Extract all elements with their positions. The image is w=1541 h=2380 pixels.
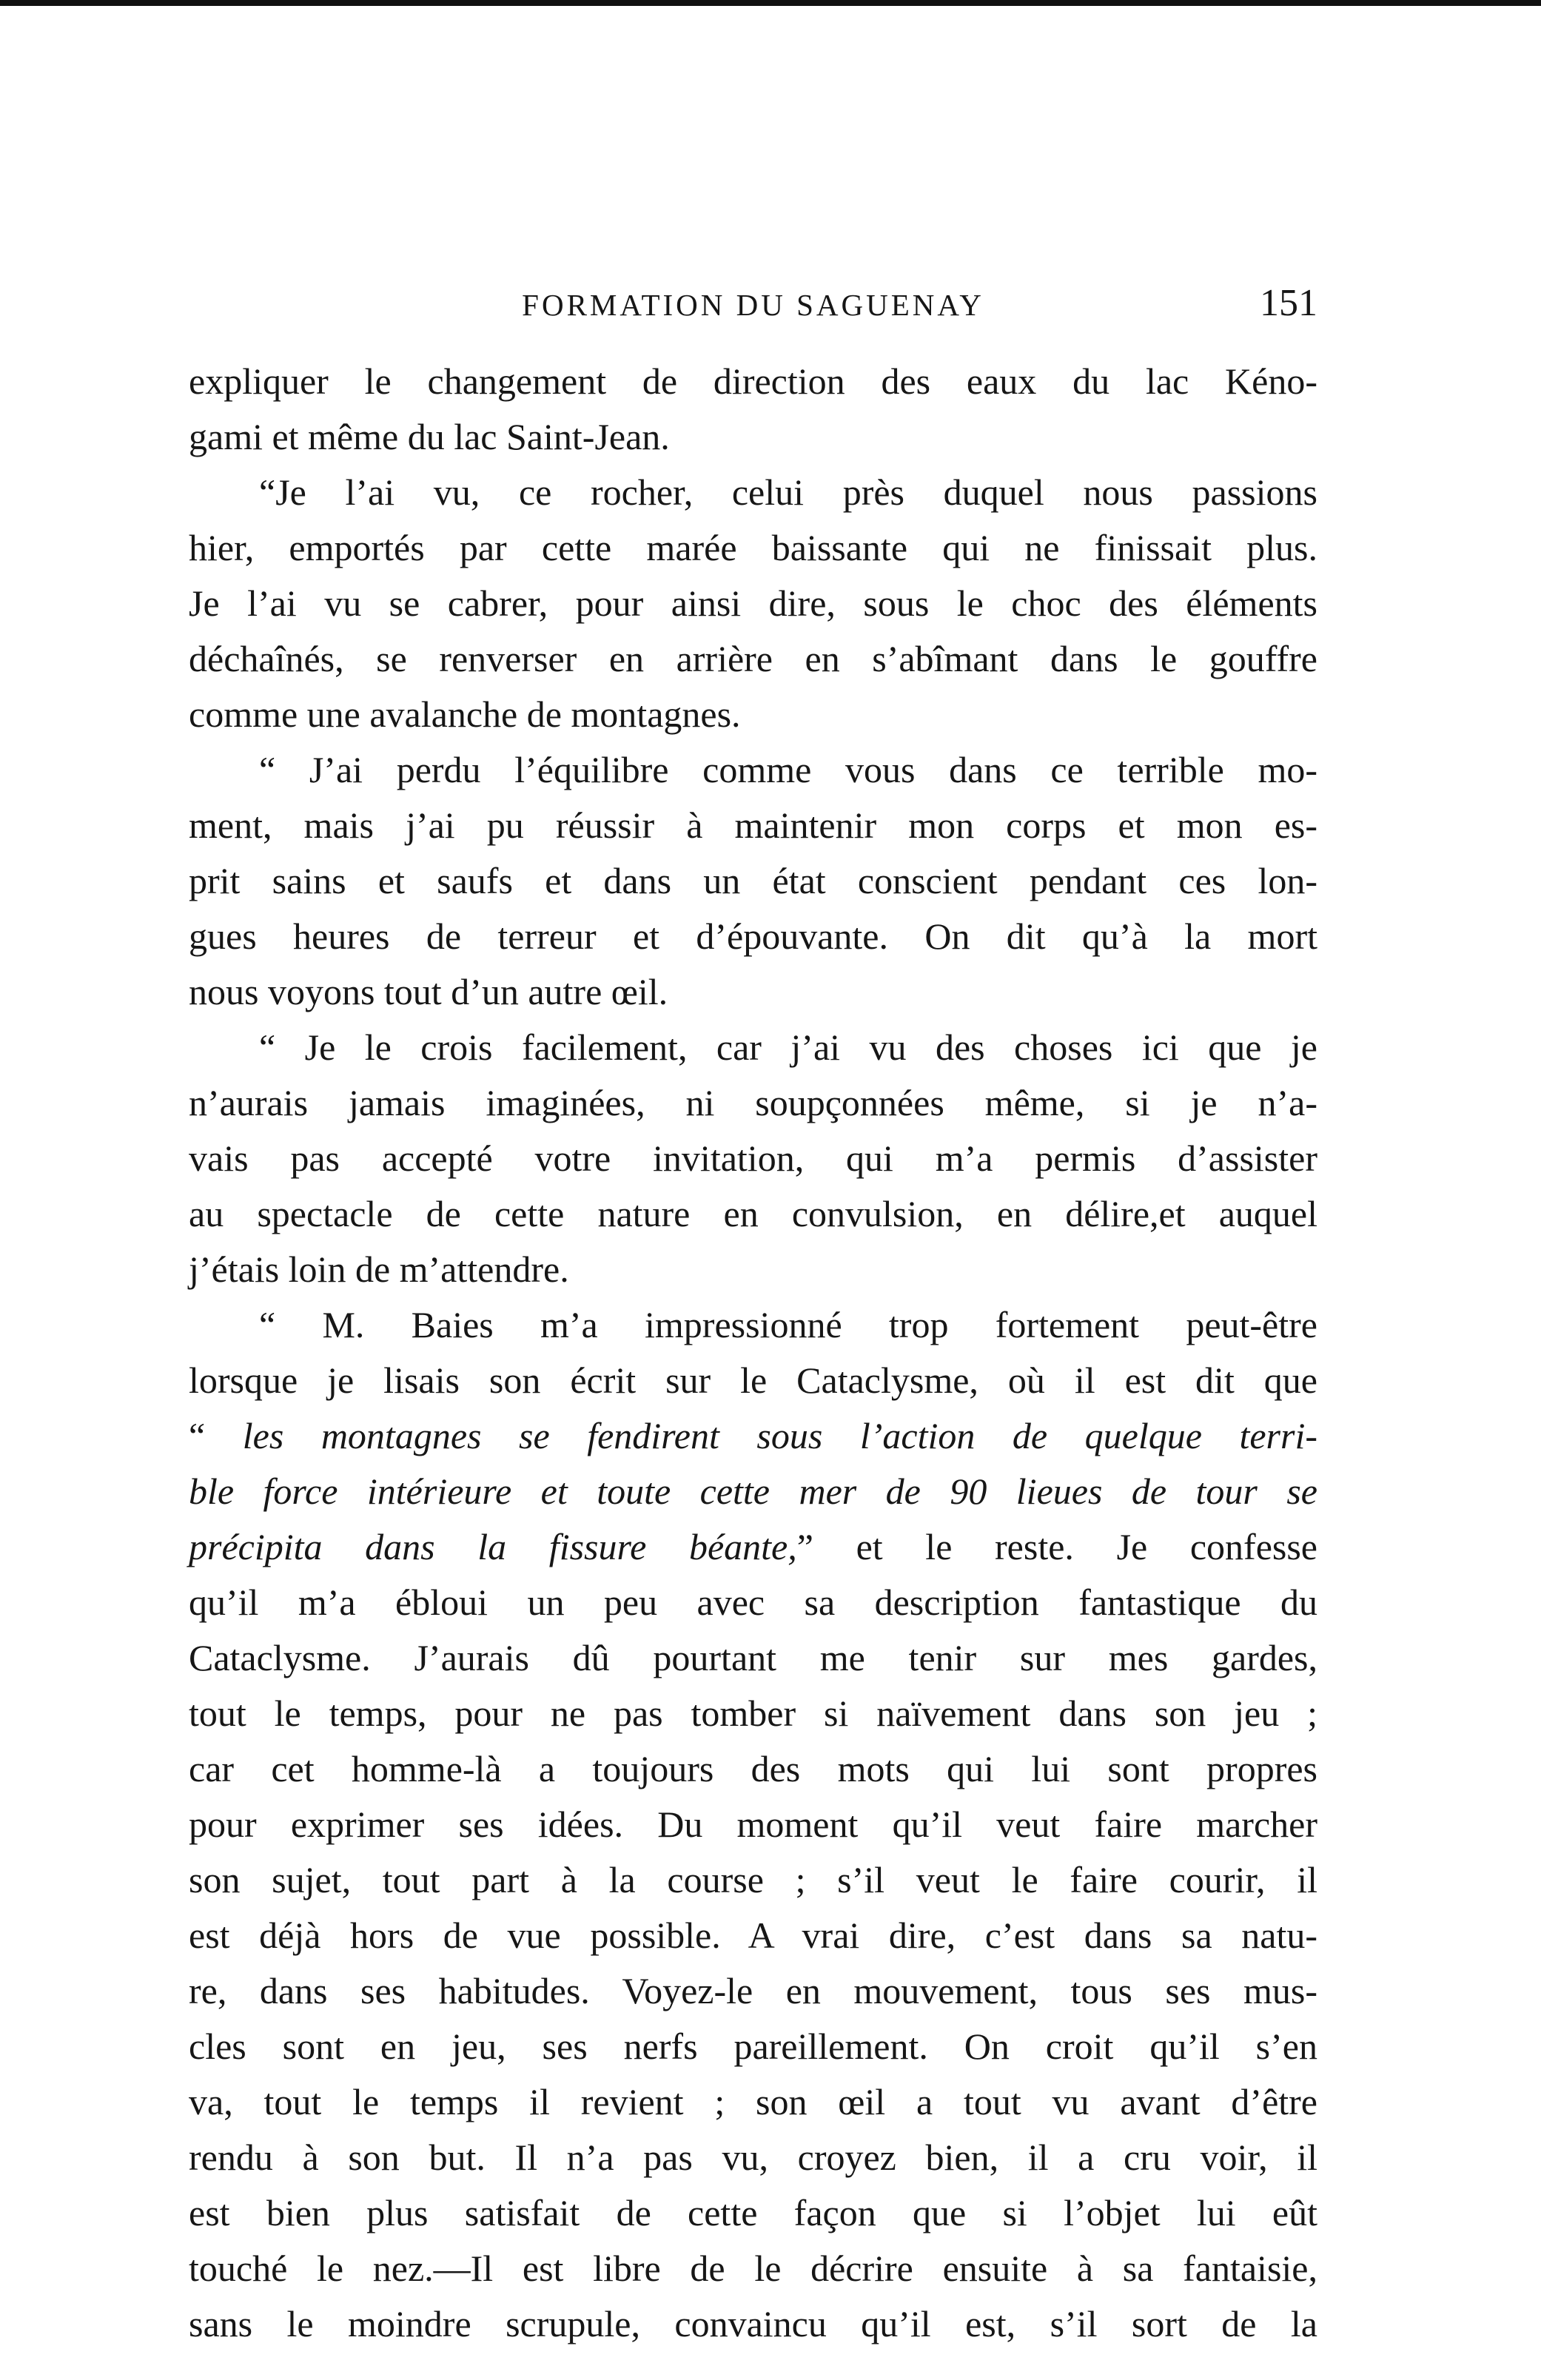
page-number: 151 <box>1260 282 1317 324</box>
text-line: re, dans ses habitudes. Voyez-le en mouvement, tous ses mus- <box>189 1970 1317 2011</box>
paragraph-first-line: “ M. Baies m’a impressionné trop fortement peut-être <box>259 1304 1317 1345</box>
text-line: pour exprimer ses idées. Du moment qu’il veut faire marcher <box>189 1804 1317 1845</box>
quote-open-mark: “ <box>189 1415 243 1456</box>
text-line: lorsque je lisais son écrit sur le Cataclysme, où il est dit que <box>189 1359 1317 1401</box>
text-line: gues heures de terreur et d’épouvante. On dit qu’à la mort <box>189 915 1317 957</box>
quoted-line <box>189 1408 1317 1464</box>
text-line: tout le temps, pour ne pas tomber si naïvement dans son jeu ; <box>189 1692 1317 1734</box>
italic-quote: les montagnes se fendirent sous l’action de quelque terri- <box>242 1415 1317 1456</box>
text-line: nous voyons tout d’un autre œil. <box>189 971 668 1012</box>
text-line: rendu à son but. Il n’a pas vu, croyez bien, il a cru voir, il <box>189 2137 1317 2178</box>
text-line: comme une avalanche de montagnes. <box>189 693 741 735</box>
text-line: vais pas accepté votre invitation, qui m’a permis d’assister <box>189 1137 1317 1179</box>
text-line: cles sont en jeu, ses nerfs pareillement. On croit qu’il s’en <box>189 2026 1317 2067</box>
text-line: n’aurais jamais imaginées, ni soupçonnées même, si je n’a- <box>189 1082 1317 1123</box>
text-line: hier, emportés par cette marée baissante qui ne finissait plus. <box>189 527 1317 568</box>
text-line: son sujet, tout part à la course ; s’il veut le faire courir, il <box>189 1859 1317 1900</box>
paragraph-first-line: “Je l’ai vu, ce rocher, celui près duquel nous passions <box>259 471 1317 513</box>
text-line: est bien plus satisfait de cette façon que si l’objet lui eût <box>189 2192 1317 2233</box>
body-text <box>189 354 1317 2352</box>
text-line: expliquer le changement de direction des eaux du lac Kéno- <box>189 360 1317 402</box>
italic-quote-line: ble force intérieure et toute cette mer de 90 lieues de tour se <box>189 1470 1317 1512</box>
running-title: FORMATION DU SAGUENAY <box>522 288 984 322</box>
text-line: ment, mais j’ai pu réussir à maintenir mon corps et mon es- <box>189 804 1317 846</box>
text-line: gami et même du lac Saint-Jean. <box>189 416 670 457</box>
paragraph-first-line: “ J’ai perdu l’équilibre comme vous dans ce terrible mo- <box>259 749 1317 790</box>
text-line: prit sains et saufs et dans un état conscient pendant ces lon- <box>189 860 1317 901</box>
quote-close-text: ” et le reste. Je confesse <box>796 1526 1318 1567</box>
text-line: est déjà hors de vue possible. A vrai dire, c’est dans sa natu- <box>189 1915 1317 1956</box>
quoted-line <box>189 1519 1317 1575</box>
text-line: Je l’ai vu se cabrer, pour ainsi dire, sous le choc des éléments <box>189 582 1317 624</box>
text-line: au spectacle de cette nature en convulsion, en délire,et auquel <box>189 1193 1317 1234</box>
text-line: j’étais loin de m’attendre. <box>189 1248 569 1290</box>
text-line: touché le nez.—Il est libre de le décrire ensuite à sa fantaisie, <box>189 2248 1317 2289</box>
text-line: déchaînés, se renverser en arrière en s’abîmant dans le gouffre <box>189 638 1317 679</box>
running-head <box>189 281 1317 333</box>
text-line: Cataclysme. J’aurais dû pourtant me tenir sur mes gardes, <box>189 1637 1317 1678</box>
text-line: qu’il m’a ébloui un peu avec sa description fantastique du <box>189 1581 1317 1623</box>
text-line: va, tout le temps il revient ; son œil a tout vu avant d’être <box>189 2081 1317 2122</box>
text-line: car cet homme-là a toujours des mots qui lui sont propres <box>189 1748 1317 1789</box>
text-line: sans le moindre scrupule, convaincu qu’il est, s’il sort de la <box>189 2303 1317 2344</box>
italic-quote: précipita dans la fissure béante, <box>189 1526 797 1567</box>
paragraph-first-line: “ Je le crois facilement, car j’ai vu des choses ici que je <box>259 1026 1317 1068</box>
